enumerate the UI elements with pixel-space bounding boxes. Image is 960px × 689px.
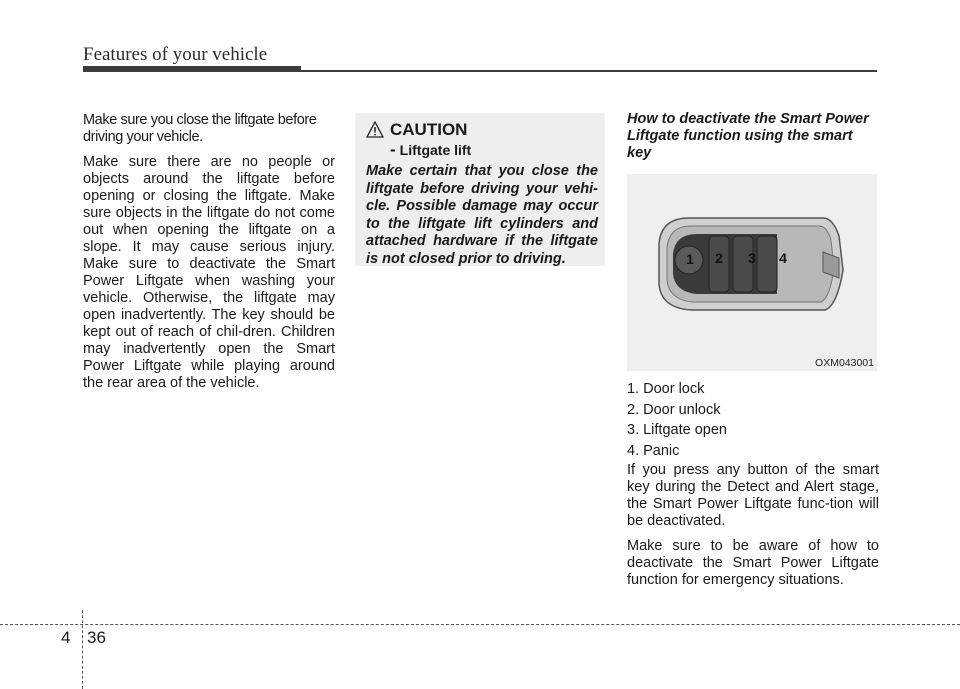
smart-key-figure bbox=[627, 174, 877, 371]
header-rule-thick bbox=[83, 66, 301, 72]
button-function-list bbox=[627, 381, 879, 463]
button-number-3: 3 bbox=[748, 250, 756, 266]
list-item: 2. Door unlock bbox=[627, 401, 721, 418]
paragraph: If you press any button of the smart key during the Detect and Alert stage, the Smart Power Liftgate func-tion will be deactivated. bbox=[627, 462, 879, 529]
caution-box bbox=[355, 113, 605, 266]
smart-key-illustration bbox=[627, 174, 877, 371]
footer-rule bbox=[0, 624, 960, 625]
left-column bbox=[83, 112, 335, 400]
list-item: 4. Panic bbox=[627, 442, 680, 459]
paragraph: Make sure you close the liftgate before driving your vehicle. bbox=[83, 112, 317, 145]
caution-subtitle bbox=[390, 140, 471, 160]
paragraph: Make sure to be aware of how to deactivate the Smart Power Liftgate function for emergency situations. bbox=[627, 538, 879, 588]
caution-subtitle-text: Liftgate lift bbox=[399, 142, 472, 158]
page-header-title: Features of your vehicle bbox=[83, 44, 268, 65]
warning-triangle-icon bbox=[366, 121, 384, 138]
caution-title: CAUTION bbox=[390, 120, 468, 139]
right-column-heading-wrap bbox=[627, 111, 879, 162]
paragraph: Make sure there are no people or objects around the liftgate before opening or closing the liftgate. Make sure objects in the liftgate do not come out when opening the liftgate on a slope. It may cause serious injury. Make sure to deactivate the Smart Power Liftgate when washing your vehicle. Otherwise, the liftgate may open inadvertently. The key should be kept out of reach of chil-dren. Children may inadvertently open the Smart Power Liftgate while playing around the rear area of the vehicle. bbox=[83, 154, 335, 391]
footer-divider bbox=[82, 610, 83, 689]
figure-code-label: OXM043001 bbox=[815, 357, 874, 369]
panic-button bbox=[757, 236, 777, 292]
caution-body: Make certain that you close the liftgate before driving your vehi-cle. Possible damage may occur to the liftgate lift cylinders and attached hardware if the liftgate is not closed prior to driving. bbox=[366, 163, 598, 267]
button-number-4: 4 bbox=[779, 250, 787, 266]
right-column-paragraphs bbox=[627, 462, 879, 597]
caution-dash: - bbox=[390, 140, 396, 159]
header-rule-thin bbox=[301, 70, 877, 72]
button-number-2: 2 bbox=[715, 250, 723, 266]
list-item: 3. Liftgate open bbox=[627, 422, 727, 438]
chapter-number: 4 bbox=[61, 628, 71, 647]
list-item: 1. Door lock bbox=[627, 381, 705, 397]
button-number-1: 1 bbox=[686, 251, 694, 267]
section-heading: How to deactivate the Smart Power Liftgate function using the smart key bbox=[627, 111, 869, 161]
page-number: 36 bbox=[87, 628, 106, 647]
